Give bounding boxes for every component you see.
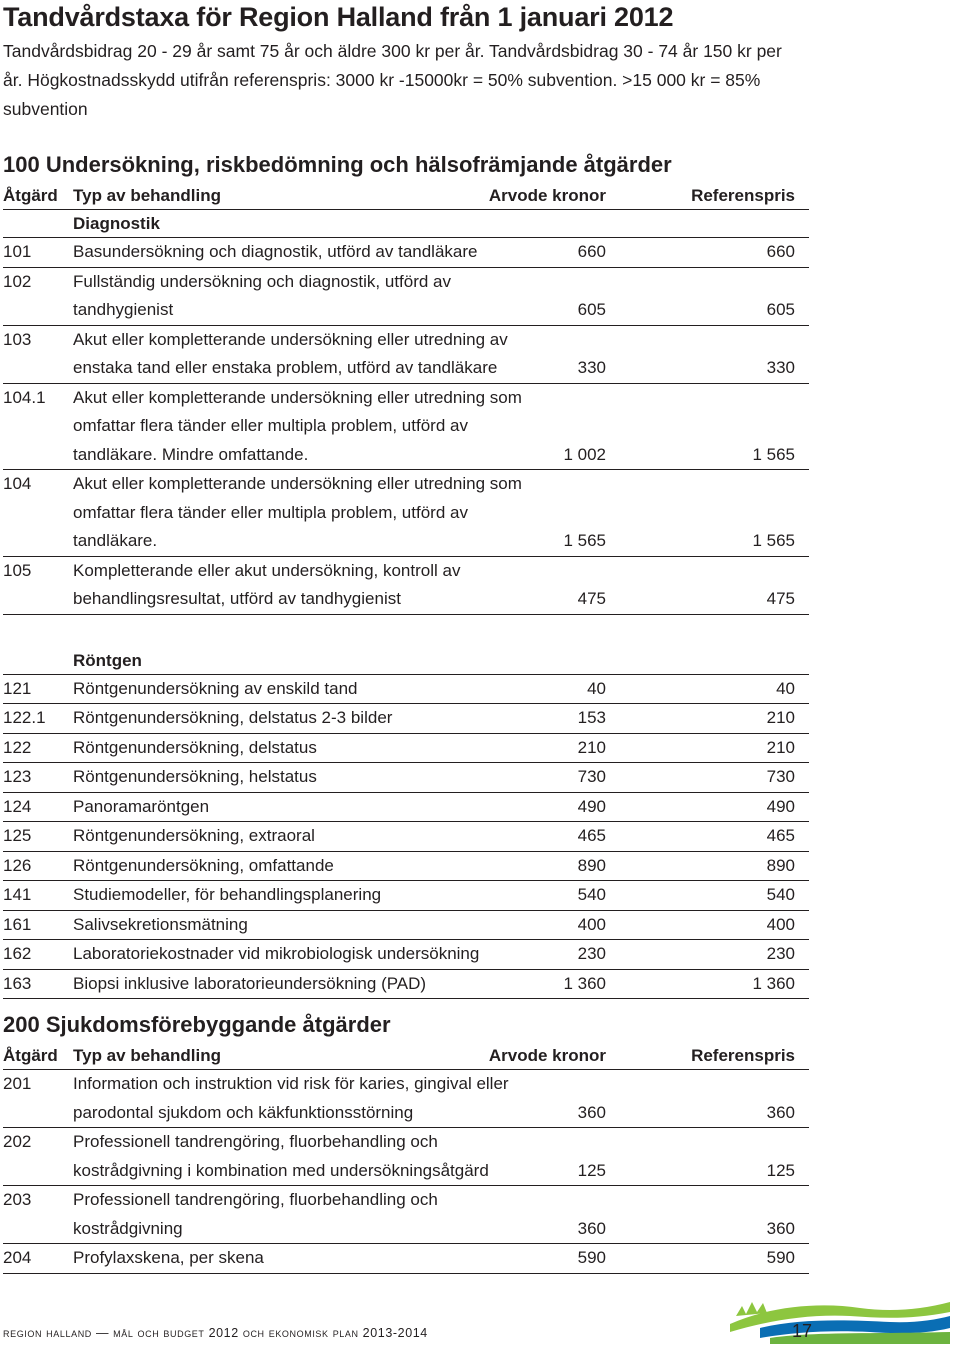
header-fee: Arvode kronor	[488, 1046, 606, 1065]
row-description: Akut eller kompletterande undersökning eller utredning som omfattar flera tänder eller multipla problem, utförd av tandläkare. Mindre omfattande.	[73, 387, 522, 464]
section-200-title: 200 Sjukdomsförebyggande åtgärder	[3, 1012, 391, 1037]
section-100-table	[3, 182, 809, 999]
row-code: 124	[3, 796, 32, 816]
row-code: 202	[3, 1132, 32, 1151]
row-description: Panoramaröntgen	[73, 796, 210, 816]
row-fee: 153	[577, 708, 606, 727]
row-fee: 360	[577, 1102, 606, 1122]
row-description: Basundersökning och diagnostik, utförd av tandläkare	[73, 242, 478, 261]
table-row	[3, 704, 809, 734]
row-fee: 1 360	[563, 973, 606, 993]
table-row	[3, 911, 809, 941]
row-reference-price: 540	[766, 885, 795, 904]
section-100-title: 100 Undersökning, riskbedömning och hälsofrämjande åtgärder	[3, 152, 672, 177]
row-code: 126	[3, 855, 32, 875]
row-reference-price: 475	[766, 589, 795, 608]
row-reference-price: 360	[766, 1218, 795, 1238]
table-row	[3, 881, 809, 911]
row-fee: 40	[587, 678, 606, 698]
row-code: 201	[3, 1074, 32, 1093]
table-row	[3, 326, 809, 384]
row-fee: 540	[577, 885, 606, 904]
table-row	[3, 1070, 809, 1128]
header-reference-price: Referenspris	[691, 1046, 795, 1065]
table-row	[3, 822, 809, 852]
table-row	[3, 852, 809, 882]
row-fee: 210	[577, 737, 606, 757]
table-row	[3, 940, 809, 970]
row-fee: 1 565	[563, 531, 606, 550]
row-reference-price: 660	[766, 242, 795, 261]
row-code: 125	[3, 826, 32, 845]
row-code: 122.1	[3, 708, 46, 727]
row-code: 122	[3, 737, 32, 757]
row-description: Fullständig undersökning och diagnostik, utförd av tandhygienist	[73, 271, 452, 319]
row-description: Röntgenundersökning av enskild tand	[73, 678, 358, 698]
row-fee: 730	[577, 767, 606, 786]
row-reference-price: 330	[766, 358, 795, 377]
table-row	[3, 1244, 809, 1274]
table-row	[3, 268, 809, 326]
row-fee: 125	[577, 1160, 606, 1180]
table-row	[3, 970, 809, 1000]
row-reference-price: 590	[766, 1248, 795, 1267]
header-fee: Arvode kronor	[488, 186, 606, 205]
row-fee: 465	[577, 826, 606, 845]
row-reference-price: 490	[766, 796, 795, 816]
table-header	[3, 182, 809, 210]
table-row	[3, 470, 809, 557]
row-description: Laboratoriekostnader vid mikrobiologisk undersökning	[73, 944, 480, 963]
row-reference-price: 125	[766, 1160, 795, 1180]
table-row	[3, 557, 809, 615]
row-fee: 590	[577, 1248, 606, 1267]
row-code: 104	[3, 474, 32, 493]
row-fee: 330	[577, 358, 606, 377]
row-description: Information och instruktion vid risk för karies, gingival eller parodontal sjukdom och käkfunktionsstörning	[73, 1074, 509, 1122]
row-fee: 890	[577, 855, 606, 875]
header-code: Åtgärd	[3, 1046, 58, 1065]
row-code: 162	[3, 944, 32, 963]
region-halland-logo	[700, 1298, 952, 1346]
row-code: 121	[3, 678, 32, 698]
row-description: Profylaxskena, per skena	[73, 1248, 264, 1267]
table-row	[3, 1186, 809, 1244]
table-row	[3, 384, 809, 471]
row-description: Akut eller kompletterande undersökning eller utredning som omfattar flera tänder eller multipla problem, utförd av tandläkare.	[73, 474, 522, 550]
row-reference-price: 1 565	[752, 531, 795, 550]
header-reference-price: Referenspris	[691, 186, 795, 205]
row-description: Professionell tandrengöring, fluorbehandling och kostrådgivning	[73, 1190, 438, 1238]
row-fee: 360	[577, 1218, 606, 1238]
table-row	[3, 793, 809, 823]
footer-text: region halland — mål och budget 2012 och ekonomisk plan 2013-2014	[3, 1326, 428, 1340]
section-200-table	[3, 1042, 809, 1274]
row-reference-price: 40	[776, 678, 795, 698]
subsection-diagnostik: Diagnostik	[3, 210, 809, 238]
row-fee: 400	[577, 914, 606, 934]
row-reference-price: 210	[766, 708, 795, 727]
row-fee: 1 002	[563, 444, 606, 464]
row-reference-price: 605	[766, 300, 795, 319]
row-description: Röntgenundersökning, extraoral	[73, 826, 315, 845]
row-fee: 660	[577, 242, 606, 261]
section-200-rows	[3, 1070, 809, 1274]
row-code: 103	[3, 329, 32, 349]
row-description: Studiemodeller, för behandlingsplanering	[73, 885, 382, 904]
row-code: 101	[3, 242, 32, 261]
table-row	[3, 1128, 809, 1186]
row-reference-price: 400	[766, 914, 795, 934]
row-reference-price: 1 360	[752, 973, 795, 993]
row-code: 161	[3, 914, 32, 934]
header-code: Åtgärd	[3, 186, 58, 205]
diagnostik-rows	[3, 238, 809, 615]
row-code: 102	[3, 271, 32, 291]
row-description: Röntgenundersökning, helstatus	[73, 767, 317, 786]
row-description: Röntgenundersökning, omfattande	[73, 855, 334, 875]
intro-paragraph: Tandvårdsbidrag 20 - 29 år samt 75 år och äldre 300 kr per år. Tandvårdsbidrag 30 - 74 år 150 kr per år. Högkostnadsskydd utifrån referenspris: 3000 kr -15000kr = 50% subvention. >15 000 kr = 85% subvention	[3, 41, 782, 119]
row-description: Akut eller kompletterande undersökning eller utredning av enstaka tand eller enstaka problem, utförd av tandläkare	[73, 329, 508, 377]
row-code: 163	[3, 973, 32, 993]
row-reference-price: 890	[766, 855, 795, 875]
row-fee: 475	[577, 589, 606, 608]
row-code: 203	[3, 1190, 32, 1209]
row-code: 104.1	[3, 387, 46, 407]
table-row	[3, 763, 809, 793]
row-reference-price: 730	[766, 767, 795, 786]
row-reference-price: 230	[766, 944, 795, 963]
row-description: Röntgenundersökning, delstatus 2-3 bilder	[73, 708, 393, 727]
page-title: Tandvårdstaxa för Region Halland från 1 januari 2012	[3, 2, 674, 32]
row-reference-price: 465	[766, 826, 795, 845]
row-code: 105	[3, 560, 32, 580]
row-reference-price: 210	[766, 737, 795, 757]
row-fee: 490	[577, 796, 606, 816]
table-row	[3, 238, 809, 268]
table-row	[3, 734, 809, 764]
row-description: Salivsekretionsmätning	[73, 914, 248, 934]
row-fee: 605	[577, 300, 606, 319]
row-code: 123	[3, 767, 32, 786]
header-description: Typ av behandling	[73, 1046, 221, 1065]
row-code: 141	[3, 885, 32, 904]
header-description: Typ av behandling	[73, 186, 221, 205]
subsection-rontgen: Röntgen	[3, 643, 809, 675]
row-code: 204	[3, 1248, 32, 1267]
row-description: Kompletterande eller akut undersökning, kontroll av behandlingsresultat, utförd av tandhygienist	[73, 560, 461, 608]
table-row	[3, 675, 809, 705]
table-header	[3, 1042, 809, 1070]
page-number: 17	[792, 1321, 813, 1341]
row-description: Biopsi inklusive laboratorieundersökning (PAD)	[73, 973, 427, 993]
row-reference-price: 360	[766, 1102, 795, 1122]
row-fee: 230	[577, 944, 606, 963]
rontgen-rows	[3, 675, 809, 1000]
row-reference-price: 1 565	[752, 444, 795, 464]
row-description: Röntgenundersökning, delstatus	[73, 737, 317, 757]
row-description: Professionell tandrengöring, fluorbehandling och kostrådgivning i kombination med undersökningsåtgärd	[73, 1132, 489, 1180]
